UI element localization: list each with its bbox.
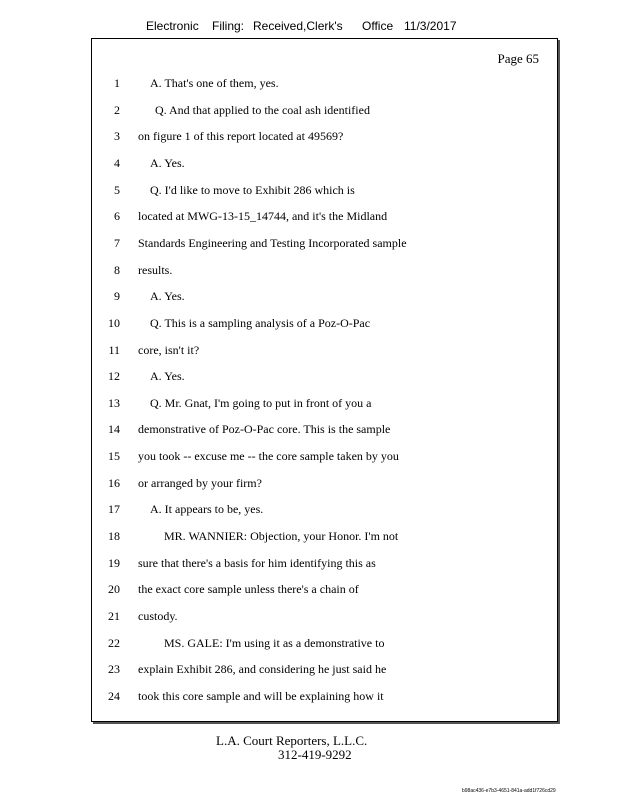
footer-phone: 312-419-9292	[278, 747, 352, 762]
transcript-line	[92, 660, 557, 678]
line-text: the exact core sample unless there's a chain of	[138, 582, 359, 597]
header-received: Received,Clerk's	[253, 19, 343, 33]
line-number: 8	[114, 262, 120, 277]
transcript-line	[92, 474, 557, 492]
line-text: on figure 1 of this report located at 49569?	[138, 129, 344, 144]
line-text: Q. This is a sampling analysis of a Poz-O-Pac	[150, 315, 371, 330]
line-number: 7	[114, 235, 120, 250]
line-text: Standards Engineering and Testing Incorporated sample	[138, 235, 407, 250]
line-number: 17	[108, 502, 120, 517]
line-number: 13	[108, 395, 120, 410]
line-number: 19	[108, 555, 120, 570]
transcript-line	[92, 154, 557, 172]
line-number: 24	[108, 688, 120, 703]
transcript-line	[92, 287, 557, 305]
line-number: 14	[108, 422, 120, 437]
transcript-page	[91, 38, 558, 722]
line-text: MS. GALE: I'm using it as a demonstrative to	[164, 635, 385, 650]
line-number: 5	[114, 182, 120, 197]
transcript-line	[92, 207, 557, 225]
page-number: Page 65	[497, 51, 539, 66]
transcript-line	[92, 101, 557, 119]
line-number: 4	[114, 155, 120, 170]
transcript-line	[92, 394, 557, 412]
line-number: 18	[108, 529, 120, 543]
header-office: Office	[362, 19, 394, 33]
line-number: 1	[114, 76, 120, 90]
line-number: 22	[108, 635, 120, 650]
line-text: A. It appears to be, yes.	[150, 502, 264, 517]
header-electronic: Electronic	[146, 19, 199, 33]
line-text: custody.	[138, 609, 178, 623]
footer-company: L.A. Court Reporters, L.L.C.	[216, 733, 368, 748]
line-text: sure that there's a basis for him identifying this as	[138, 555, 376, 570]
transcript-line	[92, 687, 557, 705]
transcript-line	[92, 554, 557, 572]
transcript-line	[92, 127, 557, 145]
line-number: 23	[108, 662, 120, 677]
line-number: 2	[114, 102, 120, 117]
line-text: A. Yes.	[150, 155, 185, 170]
line-text: Q. Mr. Gnat, I'm going to put in front of you a	[150, 395, 372, 410]
transcript-line	[92, 634, 557, 652]
line-text: Q. And that applied to the coal ash identified	[155, 102, 370, 117]
transcript-line	[92, 181, 557, 199]
line-number: 21	[108, 609, 120, 623]
line-number: 20	[108, 582, 120, 597]
document-hash: b98ac436-e7b3-4651-841a-add1f726cd29	[462, 788, 556, 794]
line-text: A. That's one of them, yes.	[150, 76, 279, 90]
line-number: 6	[114, 209, 120, 224]
header-filing: Filing:	[212, 19, 245, 33]
transcript-line	[92, 447, 557, 465]
line-text: or arranged by your firm?	[138, 475, 262, 490]
line-number: 9	[114, 289, 120, 304]
transcript-line	[92, 261, 557, 279]
line-text: took this core sample and will be explaining how it	[138, 688, 384, 703]
line-text: A. Yes.	[150, 289, 185, 304]
line-text: located at MWG-13-15_14744, and it's the Midland	[138, 209, 388, 224]
transcript-line	[92, 527, 557, 545]
line-number: 3	[114, 129, 120, 144]
line-text: MR. WANNIER: Objection, your Honor. I'm not	[164, 529, 399, 543]
transcript-line	[92, 367, 557, 385]
line-text: explain Exhibit 286, and considering he just said he	[138, 662, 387, 677]
line-number: 12	[108, 369, 120, 384]
transcript-line	[92, 580, 557, 598]
line-number: 15	[108, 449, 120, 464]
line-text: results.	[138, 262, 173, 277]
transcript-line	[92, 500, 557, 518]
transcript-line	[92, 607, 557, 625]
line-text: Q. I'd like to move to Exhibit 286 which is	[150, 182, 355, 197]
transcript-line	[92, 314, 557, 332]
line-number: 16	[108, 475, 120, 490]
line-text: you took -- excuse me -- the core sample taken by you	[138, 449, 399, 464]
transcript-line	[92, 74, 557, 92]
line-text: core, isn't it?	[138, 342, 200, 357]
transcript-line	[92, 420, 557, 438]
line-text: A. Yes.	[150, 369, 185, 384]
transcript-line	[92, 234, 557, 252]
filing-header	[0, 19, 618, 37]
header-date: 11/3/2017	[404, 19, 457, 33]
line-number: 10	[108, 315, 120, 330]
line-number: 11	[108, 342, 120, 357]
transcript-line	[92, 341, 557, 359]
line-text: demonstrative of Poz-O-Pac core. This is the sample	[138, 422, 391, 437]
